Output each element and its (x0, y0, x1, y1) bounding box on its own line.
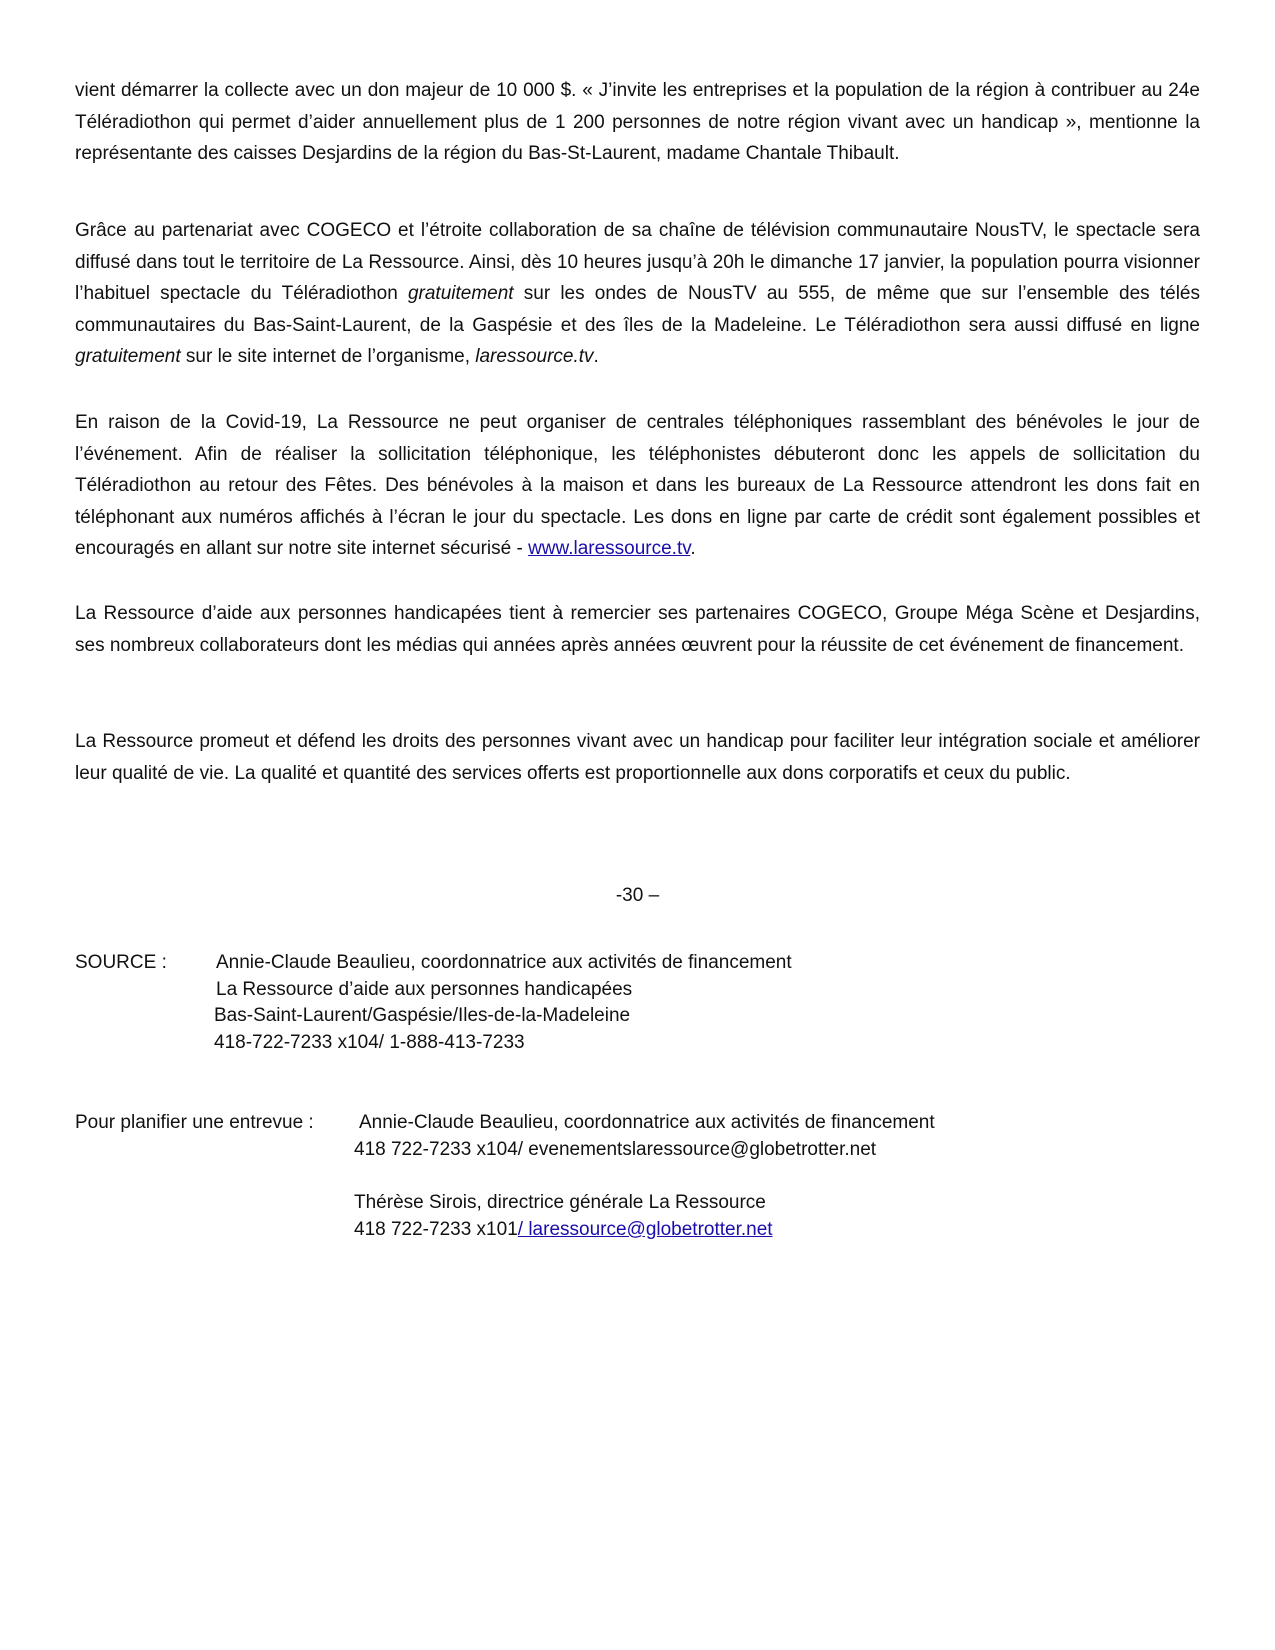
source-label: SOURCE : (75, 952, 167, 973)
broadcast-text-a: Grâce au partenariat avec COGECO et l’étroite collaboration de sa chaîne de télévision communautaire NousTV, le spectacle sera diffusé dans tout le territoire de La Ressource. Ainsi, dès 10 heures jusqu’à 20h le dimanche 17 janvier, la population pourra visionner l’habituel spectacle du Téléradiothon (75, 220, 1200, 304)
interview-email-link[interactable]: / laressource@globetrotter.net (517, 1219, 773, 1240)
interview-contact-2-phone: 418 722-7233 x101 (354, 1219, 518, 1240)
source-organization: La Ressource d’aide aux personnes handicapées (216, 979, 633, 1000)
broadcast-site-name: laressource.tv (475, 346, 594, 367)
website-link[interactable]: www.laressource.tv (528, 538, 691, 559)
interview-contact-1-details: 418 722-7233 x104/ evenementslaressource@globetrotter.net (354, 1139, 877, 1160)
interview-contact-2-details (354, 1219, 773, 1241)
broadcast-emphasis-free-2: gratuitement (75, 346, 181, 367)
broadcast-text-c: sur le site internet de l’organisme, (180, 346, 476, 367)
source-contact-name: Annie-Claude Beaulieu, coordonnatrice aux activités de financement (216, 952, 792, 973)
broadcast-emphasis-free-1: gratuitement (407, 283, 514, 304)
interview-contact-2-name: Thérèse Sirois, directrice générale La Ressource (354, 1192, 766, 1213)
paragraph-mission: La Ressource promeut et défend les droits des personnes vivant avec un handicap pour faciliter leur intégration sociale et améliorer leur qualité de vie. La qualité et quantité des services offerts est proportionnelle aux dons corporatifs et ceux du public. (75, 731, 1200, 784)
broadcast-text-d: . (593, 346, 599, 367)
paragraph-covid-donations (75, 407, 1200, 565)
paragraph-broadcast (75, 215, 1200, 373)
covid-text-a: En raison de la Covid-19, La Ressource ne peut organiser de centrales téléphoniques rassemblant des bénévoles le jour de l’événement. Afin de réaliser la sollicitation téléphonique, les téléphonistes débuteront donc les appels de sollicitation du Téléradiothon au retour des Fêtes. Des bénévoles à la maison et dans les bureaux de La Ressource attendront les dons fait en téléphonant aux numéros affichés à l’écran le jour du spectacle. Les dons en ligne par carte de crédit sont également possibles et encouragés en allant sur notre site internet sécurisé - (75, 412, 1200, 559)
paragraph-donation-quote: vient démarrer la collecte avec un don majeur de 10 000 $. « J’invite les entreprises et la population de la région à contribuer au 24e Téléradiothon qui permet d’aider annuellement plus de 1 200 personnes de notre région vivant avec un handicap », mentionne la représentante des caisses Desjardins de la région du Bas-St-Laurent, madame Chantale Thibault. (75, 80, 1200, 164)
interview-label: Pour planifier une entrevue : (75, 1112, 314, 1133)
interview-contact-1-name: Annie-Claude Beaulieu, coordonnatrice aux activités de financement (359, 1112, 935, 1133)
source-region: Bas-Saint-Laurent/Gaspésie/Iles-de-la-Madeleine (214, 1005, 631, 1026)
covid-text-b: . (690, 538, 696, 559)
end-marker: -30 – (615, 885, 660, 906)
source-phone: 418-722-7233 x104/ 1-888-413-7233 (214, 1032, 525, 1053)
paragraph-thanks: La Ressource d’aide aux personnes handicapées tient à remercier ses partenaires COGECO, Groupe Méga Scène et Desjardins, ses nombreux collaborateurs dont les médias qui années après années œuvrent pour la réussite de cet événement de financement. (75, 603, 1200, 656)
broadcast-text-b: sur les ondes de NousTV au 555, de même que sur l’ensemble des télés communautaires du Bas-Saint-Laurent, de la Gaspésie et des îles de la Madeleine. Le Téléradiothon sera aussi diffusé en ligne (75, 283, 1200, 336)
